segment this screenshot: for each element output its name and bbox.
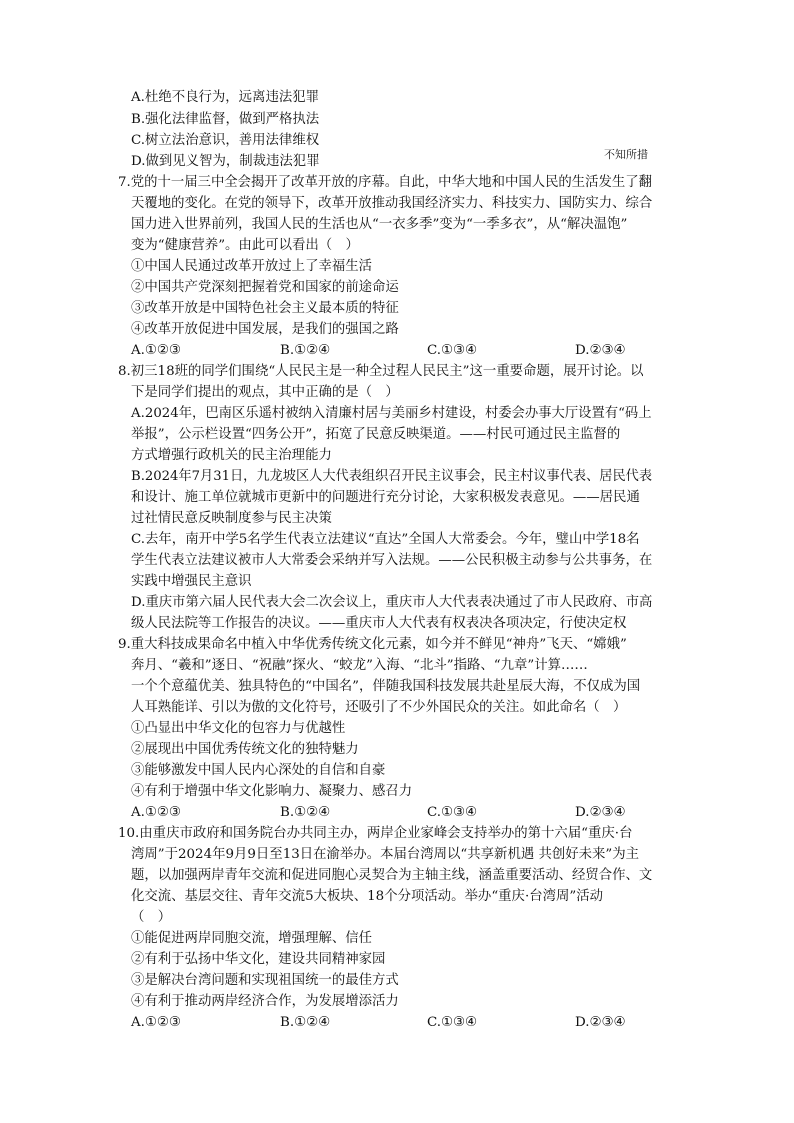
q10-stem-line: 题，以加强两岸青年交流和促进同胞心灵契合为主轴主线，涵盖重要活动、经贸合作、文 [131,868,653,883]
q10-stem-line: 湾周”于2024年9月9日至13日在渝举办。本届台湾周以“共享新机遇 共创好未来”为主 [131,847,640,862]
q9-statement: ①凸显出中华文化的包容力与优越性 [131,721,346,736]
handwritten-note: 不知所措 [604,148,648,161]
q10-statement: ③是解决台湾问题和实现祖国统一的最佳方式 [131,973,399,988]
q7-stem-line: 7.党的十一届三中全会揭开了改革开放的序幕。自此，中华大地和中国人民的生活发生了翻 [118,175,652,190]
q8-option-b: B.2024年7月31日，九龙坡区人大代表组织召开民主议事会，民主村议事代表、居民代表 [131,469,653,484]
q7-statement: ④改革开放促进中国发展，是我们的强国之路 [131,322,399,337]
q9-statement: ④有利于增强中华文化影响力、凝聚力、感召力 [131,784,413,799]
q7-statement: ①中国人民通过改革开放过上了幸福生活 [131,259,373,274]
q8-line: 级人民法院等工作报告的决议。——重庆市人大代表有权表决各项决定，行使决定权 [131,616,627,631]
q8-line: 8.初三18班的同学们围绕“人民民主是一种全过程人民民主”这一重要命题，展开讨论。以 [118,364,644,379]
q10-choice-a: A.①②③ [131,1015,181,1030]
q10-statement: ④有利于推动两岸经济合作，为发展增添活力 [131,994,399,1009]
q9-choice-d: D.②③④ [575,805,626,820]
q8-line: 方式增强行政机关的民主治理能力 [131,448,332,463]
q6-option-c: C.树立法治意识，善用法律维权 [131,133,320,148]
q7-statement: ③改革开放是中国特色社会主义最本质的特征 [131,301,399,316]
q10-statement: ①能促进两岸同胞交流，增强理解、信任 [131,931,373,946]
q9-stem-line: 9.重大科技成果命名中植入中华优秀传统文化元素，如今并不鲜见“神舟”飞天、“嫦娥” [118,637,627,652]
q8-line: 举报”，公示栏设置“四务公开”，拓宽了民意反映渠道。——村民可通过民主监督的 [131,427,621,442]
q6-option-d: D.做到见义智为，制裁违法犯罪 [131,154,320,169]
q7-statement: ②中国共产党深刻把握着党和国家的前途命运 [131,280,399,295]
q9-statement: ③能够激发中国人民内心深处的自信和自豪 [131,763,386,778]
q8-line: 实践中增强民主意识 [131,574,252,589]
q10-stem-line: （ ） [131,910,172,925]
q10-stem-line: 化交流、基层交往、青年交流5大板块、18个分项活动。举办“重庆·台湾周”活动 [131,889,604,904]
q9-stem-line: 一个个意蕴优美、独具特色的“中国名”，伴随我国科技发展共赴星辰大海，不仅成为国 [131,679,641,694]
q7-choice-d: D.②③④ [575,343,626,358]
q9-stem-line: 人耳熟能详、引以为傲的文化符号，还吸引了不少外国民众的关注。如此命名（ ） [131,700,627,715]
q10-choice-d: D.②③④ [575,1015,626,1030]
q10-stem-line: 10.由重庆市政府和国务院台办共同主办，两岸企业家峰会支持举办的第十六届“重庆·台 [118,826,633,841]
q10-statement: ②有利于弘扬中华文化，建设共同精神家园 [131,952,386,967]
q10-choice-c: C.①③④ [427,1015,478,1030]
q8-option-d: D.重庆市第六届人民代表大会二次会议上，重庆市人大代表表决通过了市人民政府、市高 [131,595,653,610]
q8-line: 下是同学们提出的观点，其中正确的是（ ） [131,385,399,400]
q6-option-a: A.杜绝不良行为，远离违法犯罪 [131,90,320,105]
q9-choice-b: B.①②④ [280,805,331,820]
q9-choice-c: C.①③④ [427,805,478,820]
q10-choice-b: B.①②④ [280,1015,331,1030]
q8-line: 学生代表立法建议被市人大常委会采纳并写入法规。——公民积极主动参与公共事务，在 [131,553,653,568]
q7-stem-line: 国力进入世界前列，我国人民的生活也从“一衣多季”变为“一季多衣”，从“解决温饱” [131,217,628,232]
q9-statement: ②展现出中国优秀传统文化的独特魅力 [131,742,359,757]
q7-choice-c: C.①③④ [427,343,478,358]
q8-line: 过社情民意反映制度参与民主决策 [131,511,332,526]
q6-option-b: B.强化法律监督，做到严格执法 [131,112,320,127]
q8-line: 和设计、施工单位就城市更新中的问题进行充分讨论，大家积极发表意见。——居民通 [131,490,640,505]
q7-choice-b: B.①②④ [280,343,331,358]
q7-choice-a: A.①②③ [131,343,181,358]
q7-stem-line: 变为“健康营养”。由此可以看出（ ） [131,238,359,253]
q7-stem-line: 天覆地的变化。在党的领导下，改革开放推动我国经济实力、科技实力、国防实力、综合 [131,196,653,211]
q8-option-c: C.去年，南开中学5名学生代表立法建议“直达”全国人大常委会。今年，璧山中学18名 [131,532,640,547]
q9-choice-a: A.①②③ [131,805,181,820]
q8-option-a: A.2024年，巴南区乐遥村被纳入清廉村居与美丽乡村建设，村委会办事大厅设置有“码上 [131,406,652,421]
q9-stem-line: 奔月、“羲和”逐日、“祝融”探火、“蛟龙”入海、“北斗”指路、“九章”计算…… [131,658,588,673]
